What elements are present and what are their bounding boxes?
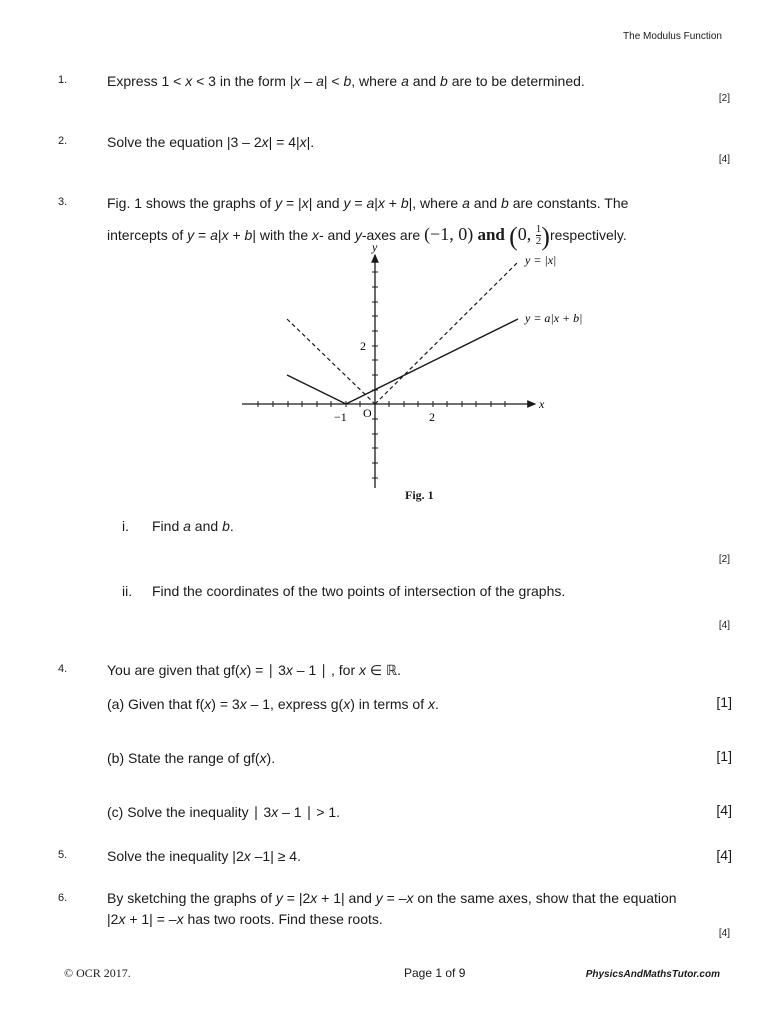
q4b-mark: [1] (716, 748, 732, 764)
q3-number: 3. (58, 196, 68, 208)
q4c-mark: [4] (716, 802, 732, 818)
q6-mark: [4] (718, 928, 730, 939)
q2-text: Solve the equation |3 – 2x| = 4|x|. (107, 134, 315, 150)
q4b-text: (b) State the range of gf(x). (107, 750, 276, 766)
q2-mark: [4] (718, 154, 730, 165)
q1-text: Express 1 < x < 3 in the form |x – a| < b, where a and b are to be determined. (107, 73, 585, 89)
q3-line2: intercepts of y = a|x + b| with the x- and y-axes are (−1, 0) and (0, $\frac{1}{2}$ )respectively. (107, 222, 627, 251)
label-y-axis: y (372, 240, 378, 254)
label-origin: O (363, 406, 372, 420)
graph-mod-left (287, 375, 346, 404)
label-y-abs-x: y = |x| (525, 253, 557, 267)
q3-point-2: (0, $\frac{1}{2}$ ) (509, 222, 550, 251)
q4c-text: (c) Solve the inequality ∣ 3x – 1 ∣ > 1. (107, 804, 341, 820)
figure-caption: Fig. 1 (405, 488, 434, 502)
graph-abs-x-left (287, 319, 375, 404)
footer-site: PhysicsAndMathsTutor.com (585, 969, 720, 980)
q3-line1: Fig. 1 shows the graphs of y = |x| and y = a|x + b|, where a and b are constants. The (107, 195, 629, 211)
q6-number: 6. (58, 892, 68, 904)
q4-number: 4. (58, 663, 68, 675)
q4a-text: (a) Given that f(x) = 3x – 1, express g(x) in terms of x. (107, 696, 439, 712)
q3ii-text: Find the coordinates of the two points of intersection of the graphs. (152, 583, 566, 599)
figure-1-graph (230, 240, 610, 490)
footer-page: Page 1 of 9 (404, 966, 466, 980)
tick-label-y2: 2 (360, 339, 366, 353)
footer-copyright: © OCR 2017. (64, 966, 131, 980)
graph-abs-x-right (375, 263, 517, 404)
label-y-mod: y = a|x + b| (525, 311, 583, 325)
q6-text: By sketching the graphs of y = |2x + 1| and y = –x on the same axes, show that the equation |2x + 1| = –x has two roots. Find these roots. (107, 890, 677, 927)
q3ii-number: ii. (122, 583, 133, 599)
q5-number: 5. (58, 849, 68, 861)
tick-label-neg1: −1 (334, 410, 347, 424)
q3i-text: Find a and b. (152, 518, 234, 534)
q3i-mark: [2] (718, 554, 730, 565)
q1-mark: [2] (718, 93, 730, 104)
q1-number: 1. (58, 74, 68, 86)
q4a-mark: [1] (716, 694, 732, 710)
header-title: The Modulus Function (623, 31, 722, 42)
label-x-axis: x (539, 397, 545, 411)
q4-text: You are given that gf(x) = ∣ 3x – 1 ∣ , for x ∈ ℝ. (107, 662, 401, 678)
q3ii-mark: [4] (718, 620, 730, 631)
q5-mark: [4] (716, 847, 732, 863)
q3i-number: i. (122, 518, 129, 534)
tick-label-x2: 2 (429, 410, 435, 424)
q2-number: 2. (58, 135, 68, 147)
q3-point-1: (−1, 0) (424, 224, 474, 244)
graph-mod-right (346, 319, 518, 404)
q5-text: Solve the inequality |2x –1| ≥ 4. (107, 848, 301, 864)
